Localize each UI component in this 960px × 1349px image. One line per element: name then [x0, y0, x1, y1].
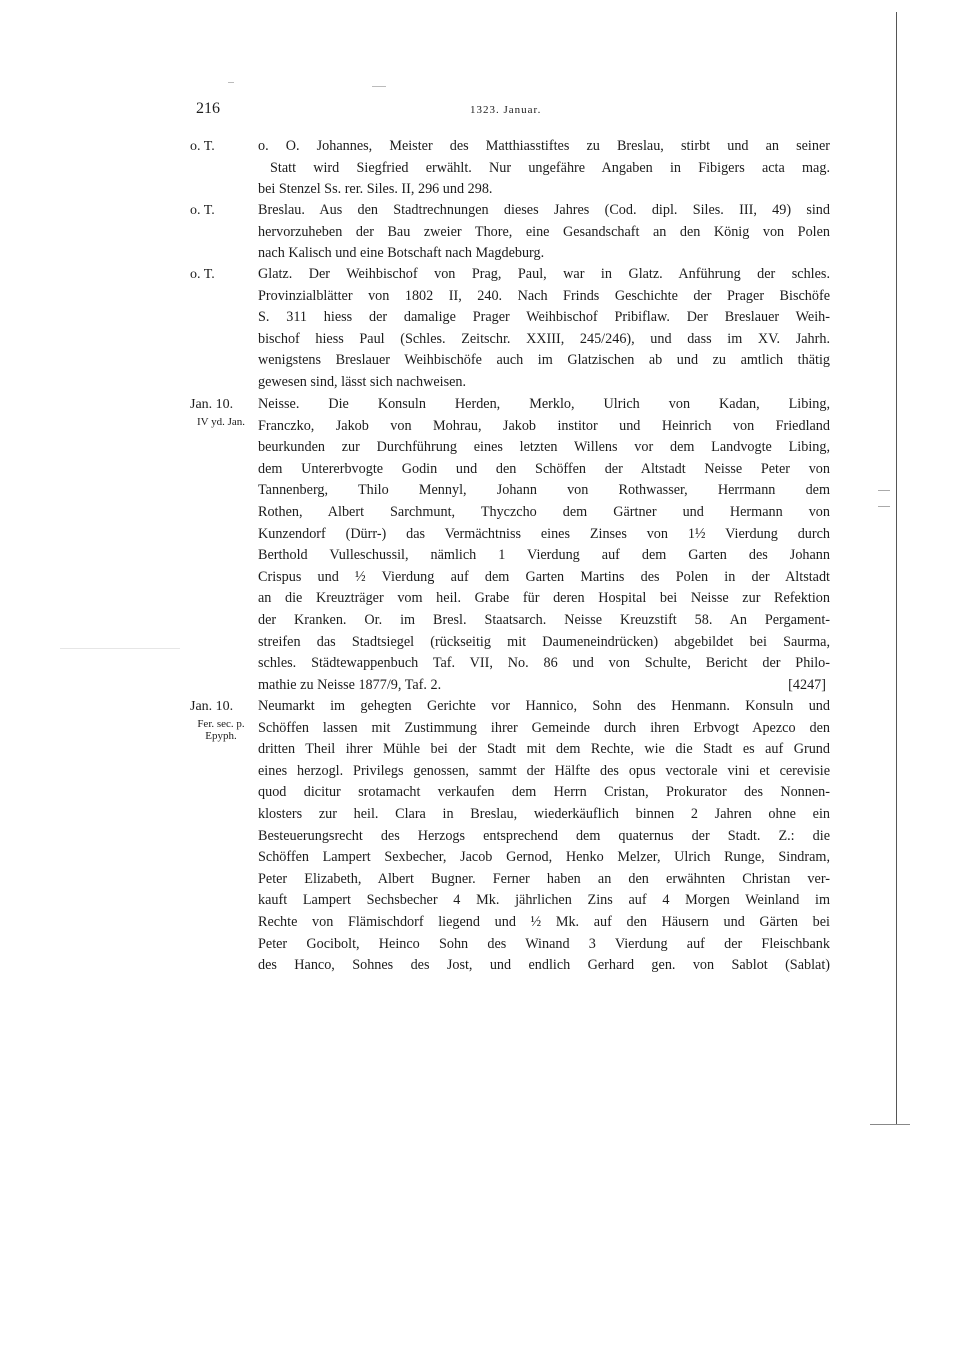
text-line: o. O. Johannes, Meister des Matthiasstiftes zu Breslau, stirbt und an seiner [258, 138, 830, 154]
text-line: S. 311 hiess der damalige Prager Weihbischof Pribiflaw. Der Breslauer Weih- [258, 309, 830, 326]
text-line: Peter Gocibolt, Heinco Sohn des Winand 3 Vierdung auf der Fleischbank [258, 935, 830, 952]
scan-margin-line [896, 12, 897, 1124]
text-line: nach Kalisch und eine Botschaft nach Magdeburg. [258, 245, 545, 262]
text-line: Schöffen lassen mit Zustimmung ihrer Gemeinde durch ihren Erbvogt Apezco den [258, 719, 830, 736]
entry-margin-note [190, 696, 254, 742]
margin-date: Jan. 10. [190, 699, 234, 714]
text-line: Peter Elizabeth, Albert Bugner. Ferner haben an den erwähnten Christan ver- [258, 870, 830, 887]
text-line: an die Kreuzträger vom heil. Grabe für deren Hospital bei Neisse zur Refektion [258, 590, 830, 607]
text-line: Franczko, Jakob von Mohrau, Jakob institor und Heinrich von Friedland [258, 417, 830, 434]
scan-speck [228, 82, 234, 83]
text-line: Rechte von Flämischdorf liegend und ½ Mk. auf den Häusern und Gärten bei [258, 913, 830, 930]
text-line: hervorzuheben der Bau zweier Thore, eine Gesandschaft an den König von Polen [258, 223, 830, 240]
scan-speck [372, 86, 386, 87]
text-line: des Hanco, Sohnes des Jost, und endlich Gerhard gen. von Sablot (Sablat) [258, 957, 830, 974]
text-line: Provinzialblätter von 1802 II, 240. Nach Frinds Geschichte der Prager Bischöfe [258, 287, 830, 304]
text-line: wenigstens Breslauer Weihbischöfe auch im Glatzischen ab und zu amtlich thätig [258, 352, 830, 369]
text-line: beurkunden zur Durchführung eines letzten Willens vor dem Landvogte Libing, [258, 439, 830, 456]
entry-text [258, 136, 830, 201]
entry-margin-note [190, 264, 254, 286]
text-line: Statt wird Siegfried erwählt. Nur ungefähre Angaben in Fibigers acta mag. [270, 159, 830, 176]
text-line: bischof hiess Paul (Schles. Zeitschr. XXIII, 245/246), und dass im XV. Jahrh. [258, 330, 830, 347]
text-line: dem Untererbvogte Godin und den Schöffen der Altstadt Neisse Peter von [258, 460, 830, 477]
text-line: der Kranken. Or. im Bresl. Staatsarch. Neisse Kreuzstift 58. An Pergament- [258, 611, 830, 628]
margin-date: Jan. 10. [190, 397, 234, 412]
text-line: schles. Städtewappenbuch Taf. VII, No. 86 und von Schulte, Bericht der Philo- [258, 655, 830, 672]
register-number: [4247] [788, 676, 826, 693]
margin-dating-formula: Fer. sec. p. [197, 717, 245, 730]
margin-date: o. T. [190, 267, 215, 282]
text-line: Kunzendorf (Dürr-) das Vermächtniss eines Zinses von 1½ Vierdung durch [258, 525, 830, 542]
text-line: bei Stenzel Ss. rer. Siles. II, 296 und 298. [258, 181, 493, 198]
text-line: Crispus und ½ Vierdung auf dem Garten Martins des Polen in der Altstadt [258, 568, 830, 585]
text-line: Breslau. Aus den Stadtrechnungen dieses Jahres (Cod. dipl. Siles. III, 49) sind [258, 202, 830, 218]
entry-text [258, 394, 830, 696]
scan-margin-tick [870, 1124, 910, 1125]
text-line: Glatz. Der Weihbischof von Prag, Paul, war in Glatz. Anführung der schles. [258, 266, 830, 282]
text-line-content: mathie zu Neisse 1877/9, Taf. 2. [258, 676, 442, 693]
entry-text [258, 264, 830, 394]
entry-margin-note [190, 394, 254, 428]
text-line: Tannenberg, Thilo Mennyl, Johann von Rothwasser, Herrmann dem [258, 482, 830, 499]
text-line: eines herzogl. Privilegs genossen, sammt der Hälfte des opus vectorale vini et cerevisie [258, 762, 830, 779]
text-line: Berthold Vulleschussil, nämlich 1 Vierdung auf dem Garten des Johann [258, 547, 830, 564]
margin-date: o. T. [190, 203, 215, 218]
text-line: kauft Lampert Sechsbecher 4 Mk. jährlichen Zins auf 4 Morgen Weinland im [258, 892, 830, 909]
text-line: dritten Theil ihrer Mühle bei der Stadt mit dem Rechte, wie die Stadt es auf Grund [258, 741, 830, 758]
text-line: quod dicitur srotamacht verkaufen dem Herrn Cristan, Prokurator des Nonnen- [258, 784, 830, 801]
text-line: klosters zur heil. Clara in Breslau, wiederkäuflich binnen 2 Jahren ohne ein [258, 805, 830, 822]
margin-dating-formula: IV yd. Jan. [196, 415, 246, 428]
scan-speck [60, 648, 180, 649]
entry-text [258, 696, 830, 977]
text-line: Rothen, Albert Sarchmunt, Thyczcho dem Gärtner und Hermann von [258, 503, 830, 520]
page-number: 216 [196, 100, 220, 117]
entry-margin-note [190, 200, 254, 222]
scan-margin-tick [878, 506, 890, 507]
text-line [258, 675, 830, 697]
margin-dating-formula: Epyph. [205, 729, 237, 742]
text-line: Schöffen Lampert Sexbecher, Jacob Gernod, Henko Melzer, Ulrich Runge, Sindram, [258, 849, 830, 866]
text-line: gewesen sind, lässt sich nachweisen. [258, 373, 467, 390]
scan-margin-tick [878, 490, 890, 491]
text-line: streifen das Stadtsiegel (rückseitig mit Daumeneindrücken) abgebildet bei Saurma, [258, 633, 830, 650]
running-head: 1323. Januar. [470, 104, 542, 116]
entry-text [258, 200, 830, 265]
margin-date: o. T. [190, 139, 215, 154]
entry-margin-note [190, 136, 254, 158]
text-line: Besteuerungsrecht des Herzogs entsprechend dem quaternus der Stadt. Z.: die [258, 827, 830, 844]
text-line: Neisse. Die Konsuln Herden, Merklo, Ulrich von Kadan, Libing, [258, 396, 830, 412]
text-line: Neumarkt im gehegten Gerichte vor Hannico, Sohn des Henmann. Konsuln und [258, 698, 830, 714]
